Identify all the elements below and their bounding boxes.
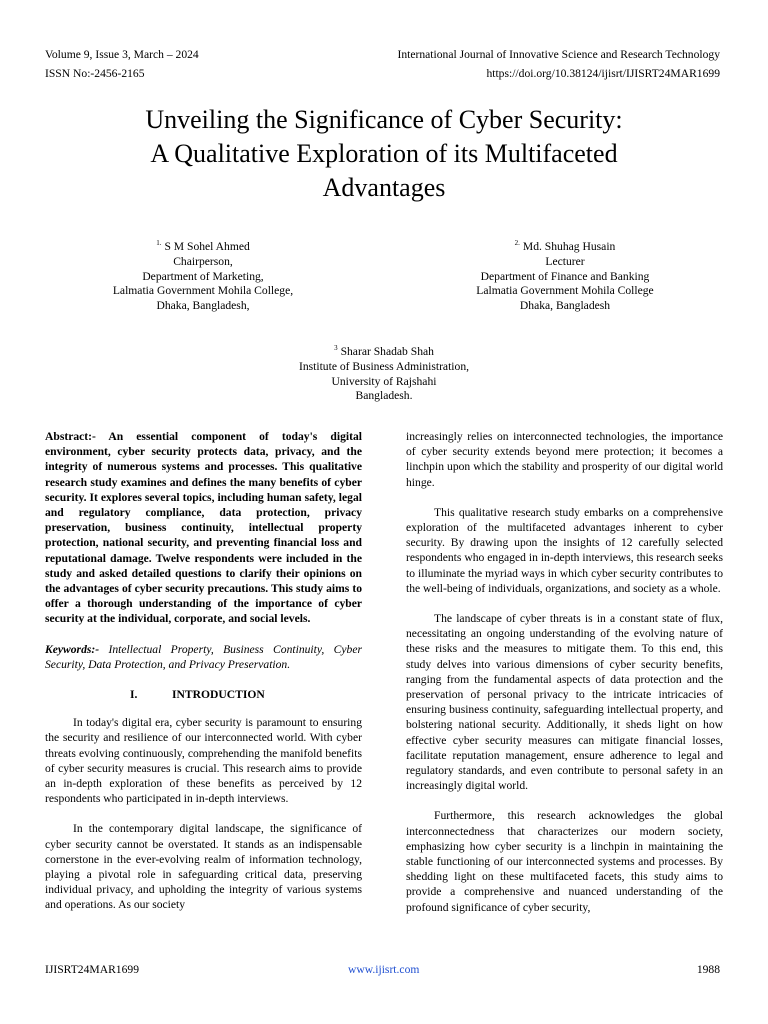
author-name: $^{1.}$ S M Sohel Ahmed (156, 239, 250, 253)
right-column (406, 429, 723, 930)
abstract (45, 429, 362, 627)
footer-website-link[interactable]: www.ijisrt.com (348, 963, 420, 976)
section-heading-introduction (45, 687, 362, 702)
author-affiliation-line: Department of Marketing, (142, 269, 264, 283)
title-line-1: Unveiling the Significance of Cyber Security: (145, 105, 623, 134)
author-affiliation-line: Lalmatia Government Mohila College, (112, 284, 294, 298)
keywords (45, 642, 362, 672)
body-paragraph: increasingly relies on interconnected technologies, the importance of cyber security extends beyond mere protection; it becomes a linchpin upon which the stability and prosperity of our digital world hinge. (406, 430, 723, 489)
footer-paper-id: IJISRT24MAR1699 (45, 963, 139, 976)
section-number: I. (130, 688, 138, 702)
paper-title (40, 103, 728, 205)
author-affiliation-line: Institute of Business Administration, (298, 359, 470, 373)
header-doi-link[interactable]: https://doi.org/10.38124/ijisrt/IJISRT24MAR1699 (486, 67, 720, 80)
author-affiliation-line: Dhaka, Bangladesh (519, 299, 611, 313)
title-line-3: Advantages (322, 173, 446, 202)
author-affiliation-line: Lalmatia Government Mohila College (476, 284, 654, 298)
body-paragraph: Furthermore, this research acknowledges the global interconnectedness that characterizes our modern society, emphasizing how cyber security is a linchpin in maintaining the stable functioning of our interconnected systems and processes. By shedding light on these multifaceted facets, this study aims to provide a comprehensive and nuanced understanding of the profound significance of cyber security, (406, 809, 723, 914)
author-number: 3 (334, 344, 338, 352)
abstract-label: Abstract:- (45, 430, 96, 443)
keywords-label: Keywords:- (45, 642, 100, 656)
abstract-text: An essential component of today's digital environment, cyber security protects data, privacy, and the integrity of numerous systems and processes. This qualitative research study examines and defines the many benefits of cyber security. It explores several topics, including human safety, legal and regulatory compliance, data protection, privacy preservation, business continuity, intellectual property protection, national security, and preventing financial loss and reputational damage. Twelve respondents were included in the study and asked detailed questions to clarify their opinions on the advantages of cyber security precautions. This study aims to offer a thorough understanding of the importance of cyber security at the individual, corporate, and social levels. (45, 430, 362, 626)
header-journal: International Journal of Innovative Science and Research Technology (397, 48, 720, 61)
author-number: 2. (514, 239, 520, 247)
body-paragraph: In today's digital era, cyber security is paramount to ensuring the security and resilience of our interconnected world. With cyber threats evolving continuously, comprehending the manifold benefits of cyber security measures is crucial. This research aims to provide an in-depth exploration of these benefits as perceived by 12 respondents who participated in in-depth interviews. (45, 716, 362, 806)
author-name: $^3$ Sharar Shadab Shah (334, 344, 434, 358)
header-volume: Volume 9, Issue 3, March – 2024 (45, 48, 199, 61)
footer-page-number: 1988 (696, 963, 720, 976)
author-affiliation-line: Lecturer (545, 254, 585, 268)
author-number: 1. (156, 239, 162, 247)
body-paragraph: This qualitative research study embarks on a comprehensive exploration of the multifaceted advantages inherent to cyber security. By drawing upon the insights of 12 carefully selected respondents who engaged in in-depth interviews, this research seeks to illuminate the myriad ways in which cyber security contributes to the well-being of individuals, organizations, and society as a whole. (406, 505, 723, 595)
left-column (45, 429, 362, 928)
author-block-3 (234, 341, 534, 404)
author-affiliation-line: Dhaka, Bangladesh, (156, 299, 250, 313)
author-name: $^{2.}$ Md. Shuhag Husain (514, 239, 616, 253)
body-paragraph: The landscape of cyber threats is in a constant state of flux, necessitating an ongoing understanding of the evolving nature of these risks and the measures to mitigate them. To this end, this study delves into various dimensions of cyber security benefits, ranging from the fundamental aspects of data protection and the preservation of personal privacy to the intricate intricacies of ensuring business continuity, safeguarding intellectual property, and bolstering national security. Additionally, it sheds light on how effective cyber security measures can mitigate financial losses, facilitate reputation management, ensure adherence to legal and regulatory standards, and even contribute to personal safety in an increasingly digital world. (406, 612, 723, 793)
keywords-text: Intellectual Property, Business Continuity, Cyber Security, Data Protection, and Privacy Preservation. (45, 642, 362, 671)
author-block-1 (55, 236, 351, 314)
header-issn: ISSN No:-2456-2165 (45, 67, 145, 80)
author-block-2 (415, 236, 715, 314)
author-affiliation-line: Chairperson, (173, 254, 233, 268)
title-line-2: A Qualitative Exploration of its Multifaceted (150, 139, 618, 168)
author-affiliation-line: Department of Finance and Banking (480, 269, 650, 283)
author-affiliation-line: Bangladesh. (355, 389, 413, 403)
section-title: INTRODUCTION (172, 688, 265, 702)
body-paragraph: In the contemporary digital landscape, the significance of cyber security cannot be overstated. It stands as an indispensable cornerstone in the ever-evolving realm of information technology, playing a pivotal role in safeguarding critical data, preserving individual privacy, and upholding the integrity of various systems and operations. As our society (45, 822, 362, 912)
author-affiliation-line: University of Rajshahi (331, 374, 437, 388)
